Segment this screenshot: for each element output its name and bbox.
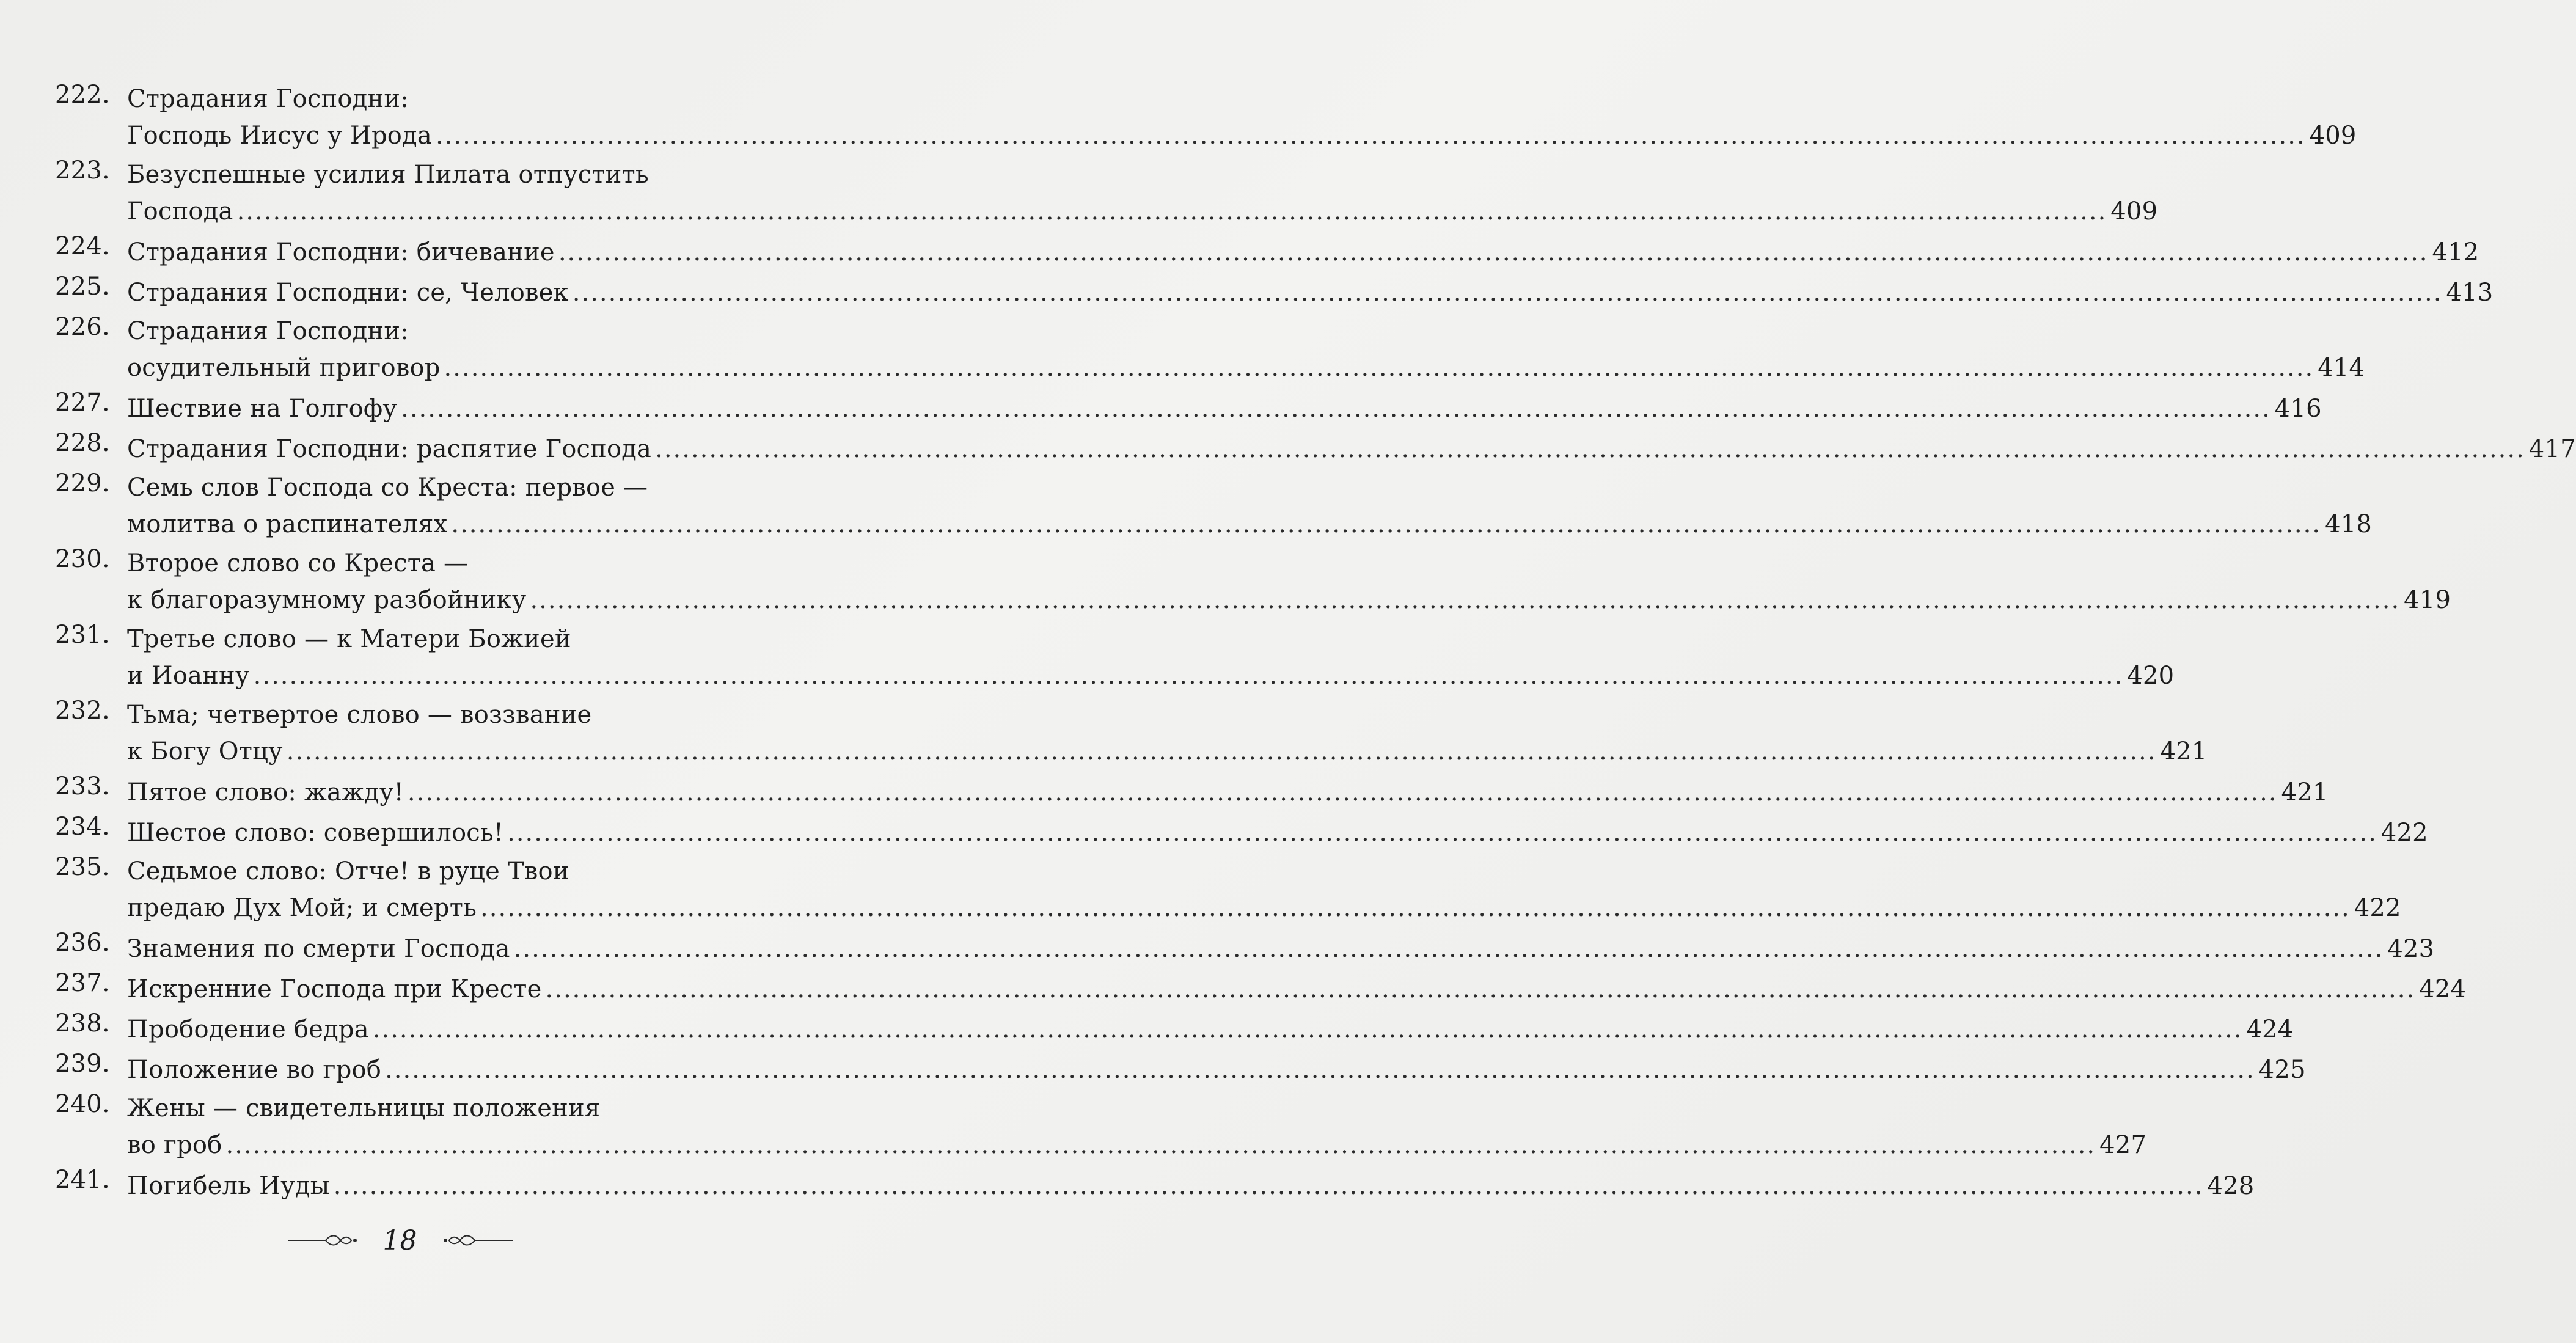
toc-entry-number: 227.	[55, 389, 110, 417]
toc-entry	[55, 273, 2494, 313]
toc-entry-page: 413	[2446, 279, 2494, 307]
toc-entry-page: 423	[2387, 935, 2435, 963]
toc-entry-line	[127, 813, 2428, 853]
dot-leader	[225, 1127, 2096, 1163]
toc-entry-number: 237.	[55, 969, 110, 997]
toc-entry-title: Тьма; четвертое слово — воззвание	[127, 701, 592, 729]
dot-leader	[254, 657, 2124, 694]
toc-entry-number: 234.	[55, 813, 110, 841]
toc-entry-page: 421	[2160, 737, 2208, 766]
toc-entry-page: 409	[2110, 197, 2158, 225]
toc-entry	[55, 969, 2467, 1009]
toc-entry-number: 226.	[55, 313, 110, 341]
toc-entry-line	[127, 657, 2174, 694]
toc-entry-line	[127, 772, 2329, 813]
toc-entry-number: 229.	[55, 469, 110, 497]
toc-entry-page: 421	[2281, 778, 2329, 807]
toc-entry	[55, 853, 2401, 926]
toc-entry	[55, 232, 2479, 273]
toc-entry-body	[127, 273, 2493, 313]
dot-leader	[436, 117, 2306, 154]
toc-entry-line	[127, 929, 2434, 969]
dot-leader	[444, 349, 2314, 386]
left-ornament-icon	[288, 1231, 361, 1250]
toc-entry-body	[127, 1166, 2254, 1206]
toc-entry-title: Положение во гроб	[127, 1056, 382, 1084]
toc-entry-title: Господь Иисус у Ирода	[127, 122, 432, 150]
toc-entry-line	[127, 621, 2174, 657]
dot-leader	[401, 389, 2271, 429]
toc-entry	[55, 389, 2322, 429]
toc-entry-title: Жены — свидетельницы положения	[127, 1094, 601, 1122]
toc-entry-line	[127, 506, 2372, 543]
toc-entry-number: 232.	[55, 697, 110, 725]
toc-entry-title: Знамения по смерти Господа	[127, 935, 510, 963]
toc-entry-title: Прободение бедра	[127, 1015, 369, 1044]
toc-entry-title: Пятое слово: жажду!	[127, 778, 404, 807]
toc-entry-body	[127, 1090, 2146, 1163]
toc-entry-line	[127, 429, 2576, 469]
toc-entry-title: Семь слов Господа со Креста: первое —	[127, 474, 648, 502]
dot-leader	[385, 1050, 2255, 1090]
toc-entry-body	[127, 697, 2207, 770]
dot-leader	[334, 1166, 2204, 1206]
toc-entry-number: 233.	[55, 772, 110, 800]
dot-leader	[514, 929, 2384, 969]
toc-entry-line	[127, 81, 2357, 117]
toc-entry	[55, 313, 2365, 386]
toc-entry-title: к благоразумному разбойнику	[127, 586, 527, 614]
toc-entry-number: 241.	[55, 1166, 110, 1194]
toc-entry	[55, 697, 2208, 770]
right-ornament-icon	[439, 1231, 513, 1250]
toc-entry-page: 424	[2419, 975, 2467, 1003]
toc-entry-line	[127, 469, 2372, 506]
toc-entry-title: Седьмое слово: Отче! в руце Твои	[127, 857, 569, 885]
toc-entry-number: 222.	[55, 81, 110, 109]
page-number: 18	[382, 1224, 417, 1256]
toc-entry-number: 225.	[55, 273, 110, 301]
toc-entry-body	[127, 853, 2401, 926]
toc-entry-line	[127, 1009, 2293, 1050]
toc-entry-page: 424	[2246, 1015, 2294, 1044]
toc-entry-line	[127, 193, 2157, 230]
toc-entry-number: 240.	[55, 1090, 110, 1118]
toc-entry-number: 235.	[55, 853, 110, 881]
toc-entry-body	[127, 429, 2576, 469]
toc-entry-number: 238.	[55, 1009, 110, 1037]
toc-entry-title: предаю Дух Мой; и смерть	[127, 894, 477, 922]
toc-entry-page: 414	[2318, 354, 2365, 382]
toc-entry-line	[127, 273, 2493, 313]
toc-entry-page: 422	[2380, 819, 2428, 847]
toc-entry-line	[127, 1090, 2146, 1127]
toc-entry-page: 419	[2404, 586, 2451, 614]
toc-entry-body	[127, 813, 2428, 853]
dot-leader	[451, 506, 2321, 543]
toc-entry-number: 239.	[55, 1050, 110, 1078]
dot-leader	[655, 429, 2525, 469]
toc-entry	[55, 621, 2175, 694]
toc-entry-page: 425	[2258, 1056, 2306, 1084]
toc-entry-line	[127, 117, 2357, 154]
toc-entry-page: 422	[2354, 894, 2401, 922]
toc-entry-page: 427	[2099, 1131, 2147, 1159]
toc-entry-line	[127, 349, 2365, 386]
toc-entry-line	[127, 969, 2466, 1009]
toc-entry-body	[127, 389, 2322, 429]
toc-entry-line	[127, 389, 2322, 429]
toc-entry-title: Шестое слово: совершилось!	[127, 819, 504, 847]
toc-entry	[55, 1009, 2294, 1050]
toc-entry-line	[127, 313, 2365, 349]
dot-leader	[480, 890, 2351, 926]
dot-leader	[373, 1009, 2243, 1050]
toc-entry-page: 416	[2274, 395, 2322, 423]
toc-entry-number: 236.	[55, 929, 110, 957]
toc-entry	[55, 1050, 2306, 1090]
toc-entry	[55, 1090, 2147, 1163]
toc-entry-title: Погибель Иуды	[127, 1172, 330, 1200]
toc-entry-body	[127, 81, 2357, 154]
toc-entry-line	[127, 156, 2157, 193]
toc-entry-title: Страдания Господни:	[127, 317, 409, 345]
toc-entry-number: 224.	[55, 232, 110, 260]
toc-entry-number: 228.	[55, 429, 110, 457]
dot-leader	[530, 582, 2400, 618]
toc-entry-page: 428	[2207, 1172, 2255, 1200]
dot-leader	[546, 969, 2416, 1009]
toc-entry-body	[127, 1050, 2306, 1090]
dot-leader	[573, 273, 2443, 313]
toc-entry-body	[127, 469, 2372, 543]
toc-entry-line	[127, 582, 2451, 618]
toc-entry-title: Третье слово — к Матери Божией	[127, 625, 571, 653]
dot-leader	[507, 813, 2377, 853]
toc-entry-title: Второе слово со Креста —	[127, 549, 469, 577]
toc-entry	[55, 156, 2158, 230]
toc-entry-number: 223.	[55, 156, 110, 185]
toc-entry	[55, 545, 2451, 618]
toc-entry-body	[127, 156, 2157, 230]
toc-entry-page: 412	[2432, 238, 2479, 266]
toc-entry-title: Страдания Господни:	[127, 85, 409, 113]
toc-entry	[55, 1166, 2255, 1206]
toc-entry-line	[127, 733, 2207, 770]
toc-entry-body	[127, 929, 2434, 969]
toc-entry-title: и Иоанну	[127, 662, 250, 690]
toc-entry-number: 230.	[55, 545, 110, 573]
dot-leader	[408, 772, 2278, 813]
toc-entry-body	[127, 232, 2479, 273]
toc-entry	[55, 813, 2428, 853]
toc-entry-page: 418	[2325, 510, 2373, 538]
toc-entry-line	[127, 890, 2401, 926]
toc-entry-title: Страдания Господни: распятие Господа	[127, 435, 652, 463]
toc-entry-title: Шествие на Голгофу	[127, 395, 398, 423]
toc-entry-title: Страдания Господни: се, Человек	[127, 279, 569, 307]
table-of-contents	[55, 81, 2576, 1206]
toc-entry-line	[127, 545, 2451, 582]
toc-entry-number: 231.	[55, 621, 110, 649]
toc-entry	[55, 429, 2576, 469]
toc-entry-line	[127, 1166, 2254, 1206]
toc-entry	[55, 469, 2373, 543]
toc-entry-title: во гроб	[127, 1131, 222, 1159]
toc-entry-line	[127, 853, 2401, 890]
toc-entry-page: 420	[2127, 662, 2175, 690]
toc-entry-title: Страдания Господни: бичевание	[127, 238, 555, 266]
dot-leader	[558, 232, 2429, 273]
toc-entry-title: осудительный приговор	[127, 354, 441, 382]
toc-entry-body	[127, 969, 2466, 1009]
toc-entry-page: 409	[2309, 122, 2357, 150]
toc-entry	[55, 772, 2329, 813]
toc-entry-title: молитва о распинателях	[127, 510, 448, 538]
toc-entry-body	[127, 313, 2365, 386]
toc-entry-title: Господа	[127, 197, 233, 225]
toc-entry-line	[127, 1127, 2146, 1163]
toc-entry-title: Искренние Господа при Кресте	[127, 975, 542, 1003]
toc-entry-body	[127, 1009, 2293, 1050]
toc-entry-title: к Богу Отцу	[127, 737, 283, 766]
toc-entry	[55, 81, 2357, 154]
dot-leader	[237, 193, 2107, 230]
toc-entry-line	[127, 1050, 2306, 1090]
toc-entry-title: Безуспешные усилия Пилата отпустить	[127, 161, 649, 189]
toc-entry	[55, 929, 2435, 969]
dot-leader	[287, 733, 2157, 770]
toc-entry-body	[127, 621, 2174, 694]
toc-entry-page: 417	[2528, 435, 2576, 463]
toc-entry-body	[127, 772, 2329, 813]
toc-entry-line	[127, 232, 2479, 273]
toc-entry-body	[127, 545, 2451, 618]
page-footer	[0, 1216, 800, 1265]
toc-entry-line	[127, 697, 2207, 733]
